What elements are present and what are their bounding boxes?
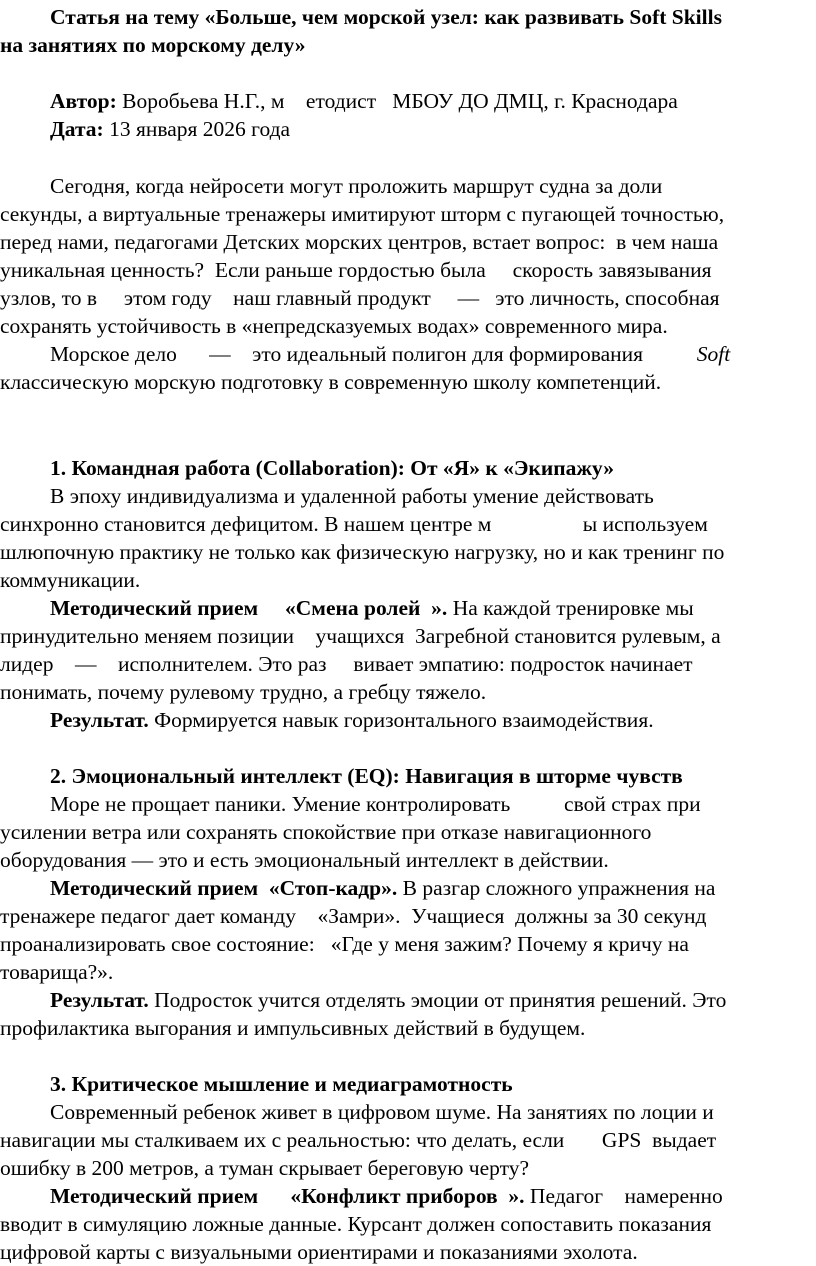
method-line: вводит в симуляцию ложные данные. Курсант должен сопоставить показания [0, 1212, 712, 1236]
section-heading: 1. Командная работа (Collaboration): От «Я» к «Экипажу» [50, 456, 614, 480]
method-label: Методический прием «Конфликт приборов ». [50, 1184, 525, 1208]
result-text: Подросток учится отделять эмоции от принятия решений. Это [148, 988, 727, 1012]
intro-line [50, 341, 730, 367]
section-body-line: коммуникации. [0, 568, 141, 592]
author-line [50, 88, 678, 114]
section-body-line: ошибку в 200 метров, а туман скрывает береговую черту? [0, 1156, 530, 1180]
title-line-2: на занятиях по морскому делу» [0, 33, 306, 57]
result-line: профилактика выгорания и импульсивных действий в будущем. [0, 1016, 586, 1040]
intro-line: классическую морскую подготовку в современную школу компетенций. [0, 370, 662, 394]
title-line-1: Статья на тему «Больше, чем морской узел: как развивать Soft Skills [50, 5, 722, 29]
section-body-line: шлюпочную практику не только как физическую нагрузку, но и как тренинг по [0, 540, 725, 564]
method-line: принудительно меняем позиции учащихся Загребной становится рулевым, а [0, 624, 721, 648]
result-label: Результат. [50, 988, 149, 1012]
intro-line: секунды, а виртуальные тренажеры имитируют шторм с пугающей точностью, [0, 202, 725, 226]
date-line [50, 116, 290, 142]
method-line: лидер — исполнителем. Это раз вивает эмпатию: подросток начинает [0, 652, 693, 676]
intro-line: перед нами, педагогами Детских морских центров, встает вопрос: в чем наша [0, 230, 719, 254]
date-label: Дата: [50, 117, 104, 141]
section-heading: 3. Критическое мышление и медиаграмотность [50, 1072, 513, 1096]
method-text: В разгар сложного упражнения на [397, 876, 716, 900]
author-label: Автор: [50, 89, 117, 113]
date-value: 13 января 2026 года [109, 117, 291, 141]
method-line: тренажере педагог дает команду «Замри». Учащиеся должны за 30 секунд [0, 904, 707, 928]
section-body-line: В эпоху индивидуализма и удаленной работы умение действовать [50, 484, 654, 508]
section-body-line: синхронно становится дефицитом. В нашем центре м ы используем [0, 512, 708, 536]
intro-line: сохранять устойчивость в «непредсказуемых водах» современного мира. [0, 314, 668, 338]
method-line: товарища?». [0, 960, 114, 984]
method-line [50, 1183, 723, 1209]
method-line: понимать, почему рулевому трудно, а гребцу тяжело. [0, 680, 487, 704]
result-line [50, 987, 726, 1013]
result-label: Результат. [50, 708, 149, 732]
intro-line: узлов, то в этом году наш главный продукт — это личность, способная [0, 286, 720, 310]
intro-line: уникальная ценность? Если раньше гордостью была скорость завязывания [0, 258, 712, 282]
section-body-line: навигации мы сталкиваем их с реальностью: что делать, если GPS выдает [0, 1128, 717, 1152]
section-body-line: Современный ребенок живет в цифровом шуме. На занятиях по лоции и [50, 1100, 714, 1124]
author-value: Воробьева Н.Г., м етодист МБОУ ДО ДМЦ, г. Краснодара [122, 89, 678, 113]
method-line [50, 595, 694, 621]
section-body-line: оборудования — это и есть эмоциональный интеллект в действии. [0, 848, 609, 872]
result-text: Формируется навык горизонтального взаимодействия. [148, 708, 654, 732]
intro-line: Сегодня, когда нейросети могут проложить маршрут судна за доли [50, 174, 663, 198]
method-text: На каждой тренировке мы [447, 596, 694, 620]
section-body-line: усилении ветра или сохранять спокойствие при отказе навигационного [0, 820, 652, 844]
section-heading: 2. Эмоциональный интеллект (EQ): Навигация в шторме чувств [50, 764, 683, 788]
soft-word: Soft [696, 342, 731, 366]
section-body-line: Море не прощает паники. Умение контролировать свой страх при [50, 792, 701, 816]
method-line: проанализировать свое состояние: «Где у меня зажим? Почему я кричу на [0, 932, 689, 956]
intro-text: Морское дело — это идеальный полигон для формирования [50, 342, 697, 366]
method-label: Методический прием «Стоп-кадр». [50, 876, 398, 900]
method-label: Методический прием «Смена ролей ». [50, 596, 448, 620]
method-line: цифровой карты с визуальными ориентирами и показаниями эхолота. [0, 1240, 638, 1264]
result-line [50, 707, 654, 733]
method-text: Педагог намеренно [524, 1184, 723, 1208]
method-line [50, 875, 715, 901]
